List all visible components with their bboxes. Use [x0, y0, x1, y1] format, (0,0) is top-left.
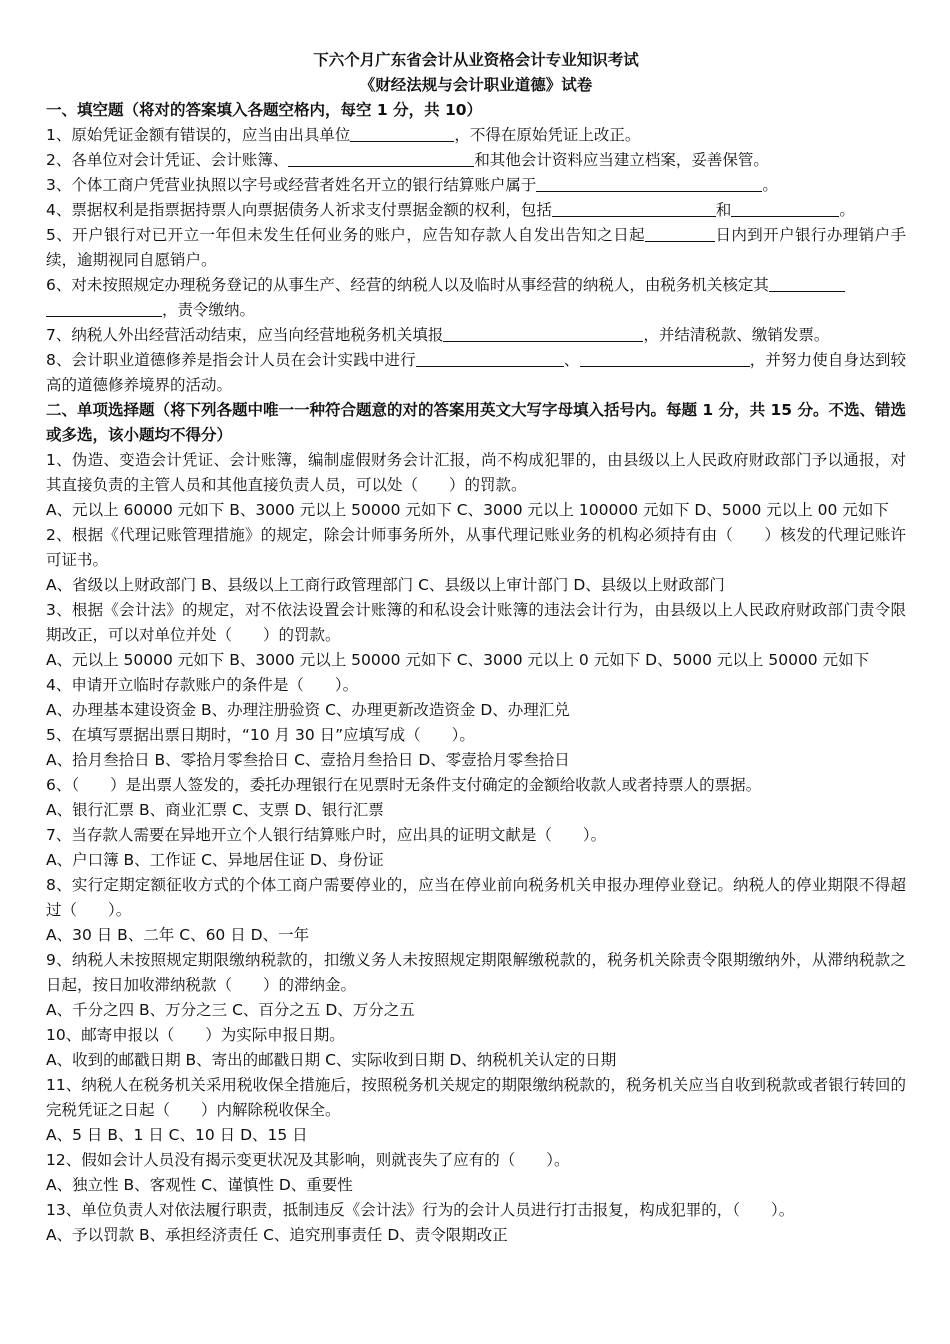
answer-blank [580, 349, 750, 367]
fill-question-5 [46, 223, 906, 273]
fill-question-7 [46, 323, 906, 348]
fill-question-1 [46, 123, 906, 148]
fill-question-2 [46, 148, 906, 173]
question-text: ，不得在原始凭证上改正。 [454, 126, 641, 144]
question-text: 1、原始凭证金额有错误的，应当由出具单位 [46, 126, 351, 144]
exam-title-line2: 《财经法规与会计职业道德》试卷 [359, 76, 593, 94]
fill-question-3 [46, 173, 906, 198]
question-text: 。 [762, 176, 778, 194]
question-7-options: A、户口簿 B、工作证 C、异地居住证 D、身份证 [46, 851, 384, 869]
question-2-stem: 2、根据《代理记账管理措施》的规定，除会计师事务所外，从事代理记账业务的机构必须持有由（ ）核发的代理记账许可证书。 [46, 526, 906, 569]
answer-blank [645, 224, 715, 242]
question-text: 日内到开户银行办理销户手续，逾期视同自愿销户。 [46, 226, 906, 269]
fill-question-6 [46, 273, 906, 323]
question-text: 、 [563, 351, 580, 369]
question-text: 5、开户银行对已开立一年但未发生任何业务的账户，应告知存款人自发出告知之日起 [46, 226, 646, 244]
question-text: 4、票据权利是指票据持票人向票据债务人祈求支付票据金额的权利，包括 [46, 201, 552, 219]
exam-title-line1: 下六个月广东省会计从业资格会计专业知识考试 [313, 51, 639, 69]
section2-heading: 二、单项选择题（将下列各题中唯一一种符合题意的对的答案用英文大写字母填入括号内。每题 1 分，共 15 分。不选、错选或多选，该小题均不得分） [46, 401, 906, 444]
question-3-stem: 3、根据《会计法》的规定，对不依法设置会计账簿的和私设会计账簿的违法会计行为，由县级以上人民政府财政部门责令限期改正，可以对单位并处（ ）的罚款。 [46, 601, 906, 644]
question-text: 和 [715, 201, 732, 219]
choice-question-list [46, 448, 906, 1248]
answer-blank [552, 199, 716, 217]
question-text: 8、会计职业道德修养是指会计人员在会计实践中进行 [46, 351, 416, 369]
answer-blank [769, 274, 845, 292]
answer-blank [288, 149, 474, 167]
fill-question-4 [46, 198, 906, 223]
answer-blank [731, 199, 839, 217]
question-text: 和其他会计资料应当建立档案，妥善保管。 [474, 151, 769, 169]
question-text: ，责令缴纳。 [162, 301, 256, 319]
question-12-options: A、独立性 B、客观性 C、谨慎性 D、重要性 [46, 1176, 353, 1194]
question-6-options: A、银行汇票 B、商业汇票 C、支票 D、银行汇票 [46, 801, 384, 819]
question-2-options: A、省级以上财政部门 B、县级以上工商行政管理部门 C、县级以上审计部门 D、县级以上财政部门 [46, 576, 725, 594]
question-text: 7、纳税人外出经营活动结束，应当向经营地税务机关填报 [46, 326, 444, 344]
question-text: 6、对未按照规定办理税务登记的从事生产、经营的纳税人以及临时从事经营的纳税人，由税务机关核定其 [46, 276, 769, 294]
question-11-options: A、5 日 B、1 日 C、10 日 D、15 日 [46, 1126, 308, 1144]
section1-heading: 一、填空题（将对的答案填入各题空格内，每空 1 分，共 10） [46, 101, 483, 119]
answer-blank [536, 174, 762, 192]
question-8-options: A、30 日 B、二年 C、60 日 D、一年 [46, 926, 310, 944]
answer-blank [416, 349, 564, 367]
answer-blank [443, 324, 643, 342]
question-5-options: A、拾月叁拾日 B、零拾月零叁拾日 C、壹拾月叁拾日 D、零壹拾月零叁拾日 [46, 751, 570, 769]
question-3-options: A、元以上 50000 元如下 B、3000 元以上 50000 元如下 C、3000 元以上 0 元如下 D、5000 元以上 50000 元如下 [46, 651, 870, 669]
question-10-stem: 10、邮寄申报以（ ）为实际申报日期。 [46, 1026, 345, 1044]
question-4-stem: 4、申请开立临时存款账户的条件是（ ）。 [46, 676, 359, 694]
question-4-options: A、办理基本建设资金 B、办理注册验资 C、办理更新改造资金 D、办理汇兑 [46, 701, 570, 719]
answer-blank [46, 299, 162, 317]
question-6-stem: 6、（ ）是出票人签发的，委托办理银行在见票时无条件支付确定的金额给收款人或者持票人的票据。 [46, 776, 762, 794]
question-1-stem: 1、伪造、变造会计凭证、会计账簿，编制虚假财务会计汇报，尚不构成犯罪的，由县级以上人民政府财政部门予以通报，对其直接负责的主管人员和其他直接负责人员，可以处（ ）的罚款。 [46, 451, 906, 494]
question-11-stem: 11、纳税人在税务机关采用税收保全措施后，按照税务机关规定的期限缴纳税款的，税务机关应当自收到税款或者银行转回的完税凭证之日起（ ）内解除税收保全。 [46, 1076, 906, 1119]
question-5-stem: 5、在填写票据出票日期时，“10 月 30 日”应填写成（ ）。 [46, 726, 475, 744]
question-text: 2、各单位对会计凭证、会计账簿、 [46, 151, 289, 169]
question-text: ，并结清税款、缴销发票。 [643, 326, 830, 344]
answer-blank [350, 124, 454, 142]
question-9-stem: 9、纳税人未按照规定期限缴纳税款的，扣缴义务人未按照规定期限解缴税款的，税务机关除责令限期缴纳外，从滞纳税款之日起，按日加收滞纳税款（ ）的滞纳金。 [46, 951, 906, 994]
question-text: ，并努力使自身达到较高的道德修养境界的活动。 [46, 351, 906, 394]
question-12-stem: 12、假如会计人员没有揭示变更状况及其影响，则就丧失了应有的（ ）。 [46, 1151, 570, 1169]
question-text: 3、个体工商户凭营业执照以字号或经营者姓名开立的银行结算账户属于 [46, 176, 537, 194]
question-text: 。 [839, 201, 855, 219]
question-8-stem: 8、实行定期定额征收方式的个体工商户需要停业的，应当在停业前向税务机关申报办理停业登记。纳税人的停业期限不得超过（ ）。 [46, 876, 906, 919]
question-9-options: A、千分之四 B、万分之三 C、百分之五 D、万分之五 [46, 1001, 415, 1019]
question-13-stem: 13、单位负责人对依法履行职责，抵制违反《会计法》行为的会计人员进行打击报复，构成犯罪的，（ ）。 [46, 1201, 795, 1219]
question-13-options: A、予以罚款 B、承担经济责任 C、追究刑事责任 D、责令限期改正 [46, 1226, 508, 1244]
fill-question-8 [46, 348, 906, 398]
question-1-options: A、元以上 60000 元如下 B、3000 元以上 50000 元如下 C、3000 元以上 100000 元如下 D、5000 元以上 00 元如下 [46, 501, 889, 519]
question-10-options: A、收到的邮戳日期 B、寄出的邮戳日期 C、实际收到日期 D、纳税机关认定的日期 [46, 1051, 617, 1069]
question-7-stem: 7、当存款人需要在异地开立个人银行结算账户时，应出具的证明文献是（ ）。 [46, 826, 607, 844]
